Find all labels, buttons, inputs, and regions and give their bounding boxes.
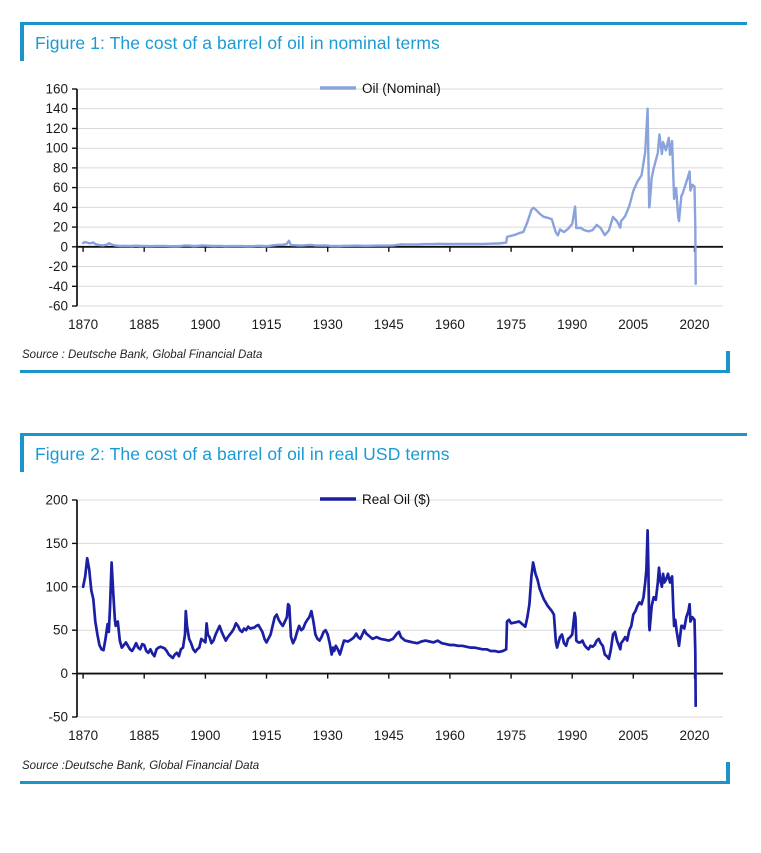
y-tick-label: 0: [60, 239, 68, 255]
y-tick-label: 140: [45, 101, 68, 117]
x-tick-label: 1930: [312, 317, 343, 332]
y-tick-label: 20: [52, 219, 68, 235]
x-tick-label: 2005: [618, 728, 649, 743]
legend-label: Real Oil ($): [362, 492, 431, 507]
x-tick-label: 1915: [251, 317, 282, 332]
figure2-panel: [20, 433, 747, 784]
figure1-title: Figure 1: The cost of a barrel of oil in nominal terms: [35, 33, 440, 53]
legend: [320, 81, 441, 96]
figure2-title: Figure 2: The cost of a barrel of oil in real USD terms: [35, 444, 450, 464]
figure1-bottom-right-bar: [726, 351, 730, 373]
y-tick-label: -20: [48, 259, 68, 274]
x-tick-label: 1930: [312, 728, 343, 743]
x-tick-label: 1975: [496, 317, 527, 332]
gridlines: [77, 500, 723, 717]
y-tick-label: 100: [45, 140, 68, 156]
series-line-real-oil: [83, 530, 696, 705]
y-tick-label: 150: [45, 535, 68, 551]
figure1-bottom-border: [20, 370, 730, 373]
real-oil-chart: [20, 484, 747, 749]
x-tick-label: 1960: [434, 728, 465, 743]
figure2-bottom-right-bar: [726, 762, 730, 784]
gridlines: [77, 89, 723, 306]
y-tick-label: 100: [45, 579, 68, 595]
y-tick-label: -40: [48, 278, 68, 294]
x-tick-label: 1885: [129, 317, 160, 332]
x-tick-label: 1960: [434, 317, 465, 332]
x-tick-label: 1870: [68, 728, 99, 743]
legend-label: Oil (Nominal): [362, 81, 441, 96]
y-tick-label: -60: [48, 298, 68, 314]
y-tick-label: 160: [45, 81, 68, 97]
y-tick-label: 0: [60, 666, 68, 682]
x-tick-label: 1990: [557, 317, 588, 332]
x-tick-label: 1870: [68, 317, 99, 332]
x-tick-label: 1975: [496, 728, 527, 743]
x-tick-label: 1945: [373, 728, 404, 743]
x-tick-label: 2005: [618, 317, 649, 332]
figure2-title-row: [20, 436, 747, 472]
figure2-source: Source :Deutsche Bank, Global Financial Data: [22, 760, 260, 772]
y-tick-label: 200: [45, 492, 68, 508]
x-tick-label: 2020: [679, 317, 710, 332]
nominal-oil-chart: [20, 73, 747, 338]
legend: [320, 492, 430, 507]
x-tick-label: 1915: [251, 728, 282, 743]
x-tick-label: 1885: [129, 728, 160, 743]
figure1-source: Source : Deutsche Bank, Global Financial Data: [22, 349, 263, 361]
x-tick-label: 1945: [373, 317, 404, 332]
y-tick-label: 40: [52, 199, 68, 215]
y-tick-label: 80: [52, 160, 68, 176]
figure1-title-row: [20, 25, 747, 61]
x-tick-label: 1900: [190, 728, 221, 743]
y-tick-label: 50: [52, 622, 68, 638]
axes: [45, 493, 723, 744]
figure2-bottom-border: [20, 781, 730, 784]
x-tick-label: 1900: [190, 317, 221, 332]
figure1-panel: [20, 22, 747, 373]
y-tick-label: 60: [52, 180, 68, 196]
y-tick-label: -50: [48, 709, 68, 725]
series-line-nominal-oil: [83, 109, 696, 284]
x-tick-label: 2020: [679, 728, 710, 743]
y-tick-label: 120: [45, 121, 68, 136]
x-tick-label: 1990: [557, 728, 588, 743]
axes: [45, 82, 723, 333]
